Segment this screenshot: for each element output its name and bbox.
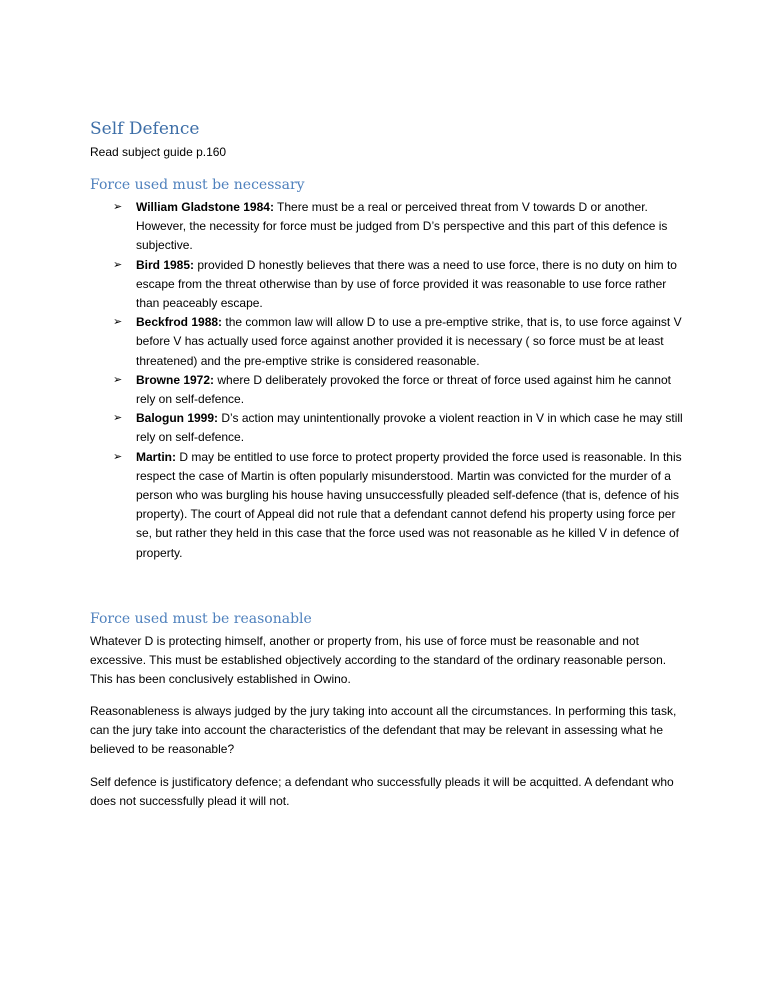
arrow-bullet-icon: ➢: [113, 316, 123, 329]
case-name: Beckfrod 1988:: [136, 315, 223, 330]
case-name: Balogun 1999:: [136, 411, 219, 426]
body-paragraph: Reasonableness is always judged by the jury taking into account all the circumstances. In performing this task, can the jury take into account the characteristics of the defendant that may be relevant in assessing what he believed to be reasonable?: [90, 704, 677, 757]
case-text: where D deliberately provoked the force or threat of force used against him he cannot rely on self-defence.: [136, 372, 671, 407]
case-text: provided D honestly believes that there was a need to use force, there is no duty on him to escape from the threat otherwise than by use of force provided it was reasonable to use force rather than peaceably escape.: [136, 257, 677, 311]
section-heading-reasonable: Force used must be reasonable: [90, 611, 312, 627]
list-item: [113, 448, 683, 563]
list-item: [113, 313, 683, 371]
list-item: [113, 371, 683, 409]
case-name: Bird 1985:: [136, 257, 195, 272]
case-name: Browne 1972:: [136, 372, 215, 387]
case-text: D may be entitled to use force to protect property provided the force used is reasonable. In this respect the case of Martin is often popularly misunderstood. Martin was convicted for the murder of a person who was burgling his house having unsuccessfully pleaded self-defence (that is, defence of his property). The court of Appeal did not rule that a defendant cannot defend his property using force per se, but rather they held in this case that the force used was not reasonable as he killed V in defence of property.: [136, 449, 682, 560]
list-item: [113, 198, 683, 256]
case-text: D’s action may unintentionally provoke a violent reaction in V in which case he may still rely on self-defence.: [136, 411, 683, 445]
arrow-bullet-icon: ➢: [113, 258, 123, 271]
list-item: [113, 409, 683, 447]
body-paragraph: Self defence is justificatory defence; a defendant who successfully pleads it will be acquitted. A defendant who does not successfully plead it will not.: [90, 775, 674, 809]
arrow-bullet-icon: ➢: [113, 373, 123, 386]
arrow-bullet-icon: ➢: [113, 201, 123, 213]
body-paragraph: Whatever D is protecting himself, another or property from, his use of force must be reasonable and not excessive. This must be established objectively according to the standard of the ordinary reasonable person. This has been conclusively established in Owino.: [90, 634, 667, 687]
arrow-bullet-icon: ➢: [113, 450, 123, 463]
subtitle: Read subject guide p.160: [90, 145, 227, 159]
arrow-bullet-icon: ➢: [113, 412, 123, 425]
page-title: Self Defence: [90, 119, 200, 139]
case-name: William Gladstone 1984:: [136, 200, 274, 214]
case-name: Martin:: [136, 449, 176, 464]
list-item: [113, 256, 683, 314]
case-list: [113, 198, 683, 563]
case-text: the common law will allow D to use a pre-emptive strike, that is, to use force against V before V has actually used force against another provided it is necessary ( so force must be at least threatened) and the pre-emptive strike is considered reasonable.: [136, 315, 682, 368]
section-heading-necessary: Force used must be necessary: [90, 177, 305, 193]
case-text: There must be a real or perceived threat from V towards D or another. However, the necessity for force must be judged from D’s perspective and this part of this defence is subjective.: [136, 200, 668, 253]
